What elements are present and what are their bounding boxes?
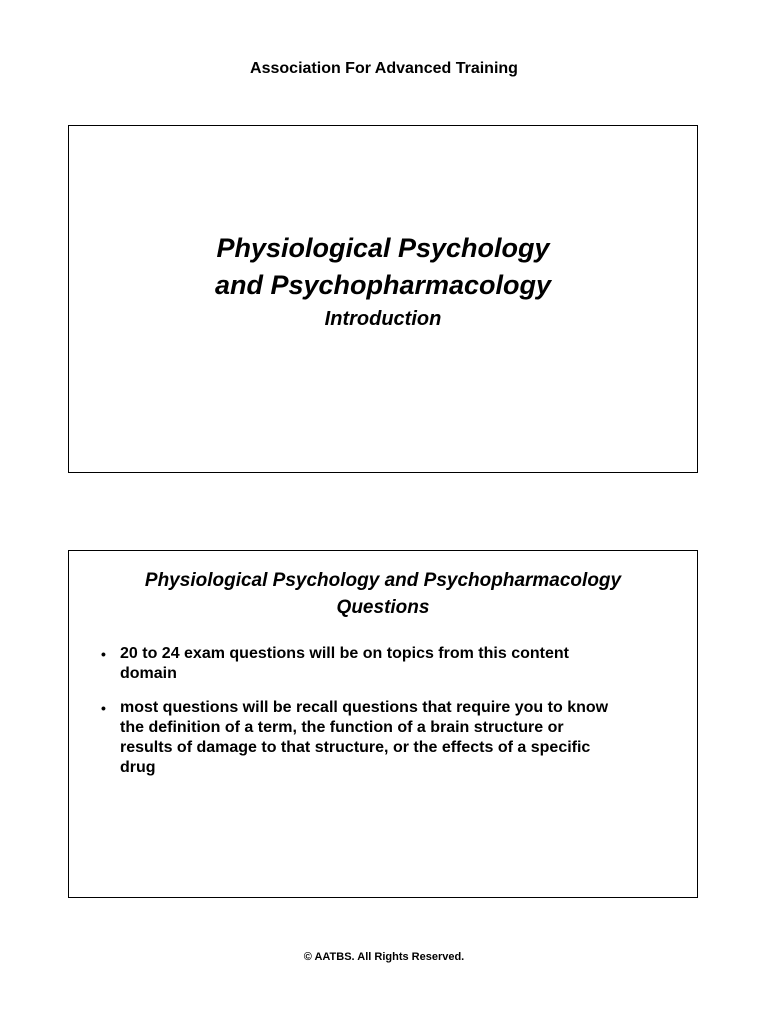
- slide-questions: [68, 550, 698, 898]
- slide-introduction: [68, 125, 698, 473]
- slide-title-line: and Psychopharmacology: [214, 270, 552, 300]
- bullet-item: [101, 698, 681, 778]
- slide-title: [69, 567, 697, 621]
- bullet-line: results of damage to that structure, or the effects of a specific: [120, 739, 591, 756]
- page-header: Association For Advanced Training: [250, 60, 518, 77]
- bullet-icon: •: [101, 700, 106, 716]
- bullet-line: domain: [120, 665, 177, 682]
- slide-title-block: [69, 230, 697, 333]
- slide-subtitle: Introduction: [324, 308, 442, 330]
- slide-title-line: Physiological Psychology and Psychopharmacology: [144, 570, 622, 591]
- copyright-footer: © AATBS. All Rights Reserved.: [303, 951, 465, 963]
- slide-title-line: Questions: [336, 597, 430, 618]
- bullet-line: most questions will be recall questions that require you to know: [120, 699, 609, 716]
- bullet-line: drug: [120, 759, 156, 776]
- bullet-line: the definition of a term, the function of a brain structure or: [120, 719, 564, 736]
- slide-title-line: Physiological Psychology: [216, 233, 550, 263]
- bullet-line: 20 to 24 exam questions will be on topics from this content: [120, 645, 569, 662]
- bullet-item: [101, 644, 681, 684]
- bullet-list: [101, 644, 681, 792]
- bullet-icon: •: [101, 646, 106, 662]
